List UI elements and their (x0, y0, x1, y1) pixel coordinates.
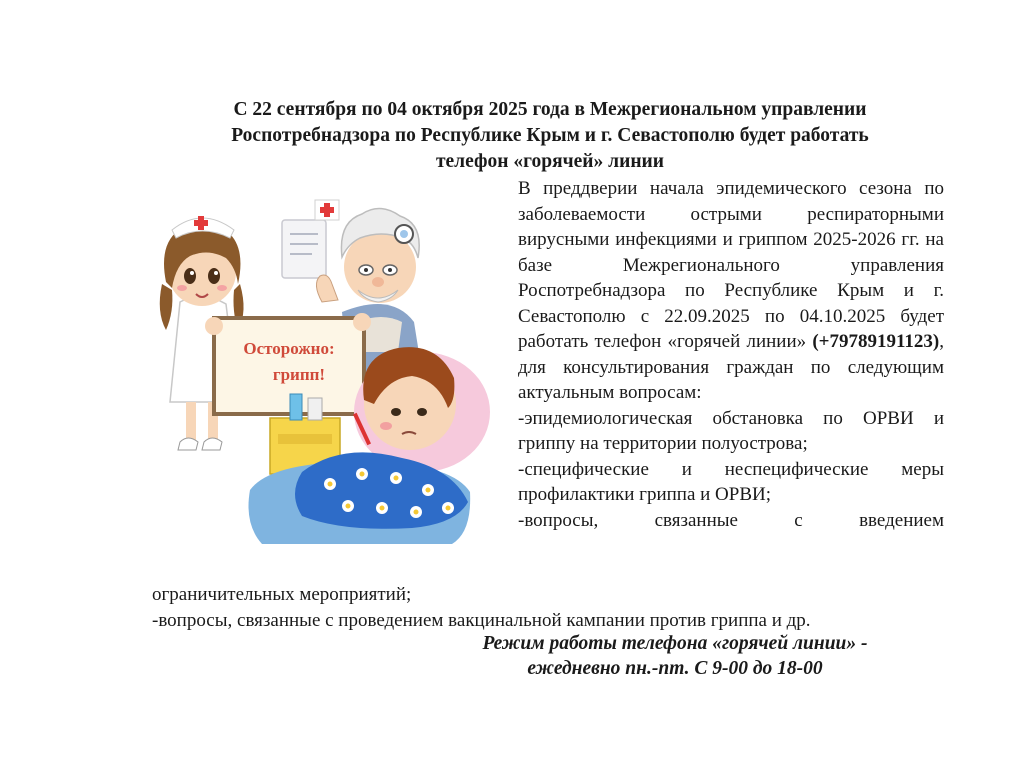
medical-cross-icon (315, 200, 339, 220)
hotline-phone: (+79789191123) (812, 331, 940, 352)
hours-line-2: ежедневно пн.-пт. С 9-00 до 18-00 (527, 658, 823, 679)
list-item-1: -эпидемиологическая обстановка по ОРВИ и гриппу на территории полуострова; (518, 407, 944, 454)
intro-text-part-1: В преддверии начала эпидемического сезона по заболеваемости острыми респираторными вирусными инфекциями и гриппом 2025-2026 гг. на базе Межрегионального управления Роспотребнадзора по Республике Крым и г. Севастополю с 22.09.2025 по 04.10.2025 будет работать телефон «горячей линии» (518, 178, 944, 352)
body-text (518, 176, 944, 533)
sign-text-line-2: грипп! (272, 365, 326, 384)
intro-paragraph (518, 176, 944, 406)
title-line-3: телефон «горячей» линии (435, 151, 665, 172)
list-item-4: -вопросы, связанные с проведением вакцинальной кампании против гриппа и др. (152, 609, 811, 631)
title-line-2: Роспотребнадзора по Республике Крым и г. Севастополю будет работать (231, 125, 869, 146)
full-width-lines (152, 582, 944, 633)
warning-sign (205, 313, 371, 414)
working-hours (400, 631, 950, 681)
list-item-3-start: -вопросы, связанные с введением (518, 509, 944, 531)
hours-line-1: Режим работы телефона «горячей линии» - (482, 633, 868, 654)
title-line-1: С 22 сентября по 04 октября 2025 года в Межрегиональном управлении (233, 99, 867, 120)
flu-illustration (152, 172, 502, 562)
page-title (150, 97, 950, 175)
intro-text-part-2: , для консультирования граждан по следующим актуальным вопросам: (518, 331, 945, 403)
list-item-3-end: ограничительных мероприятий; (152, 584, 412, 605)
clipboard-icon (282, 220, 326, 278)
list-item-2: -специфические и неспецифические меры профилактики гриппа и ОРВИ; (518, 458, 944, 505)
sign-text-line-1: Осторожно: (243, 339, 335, 358)
